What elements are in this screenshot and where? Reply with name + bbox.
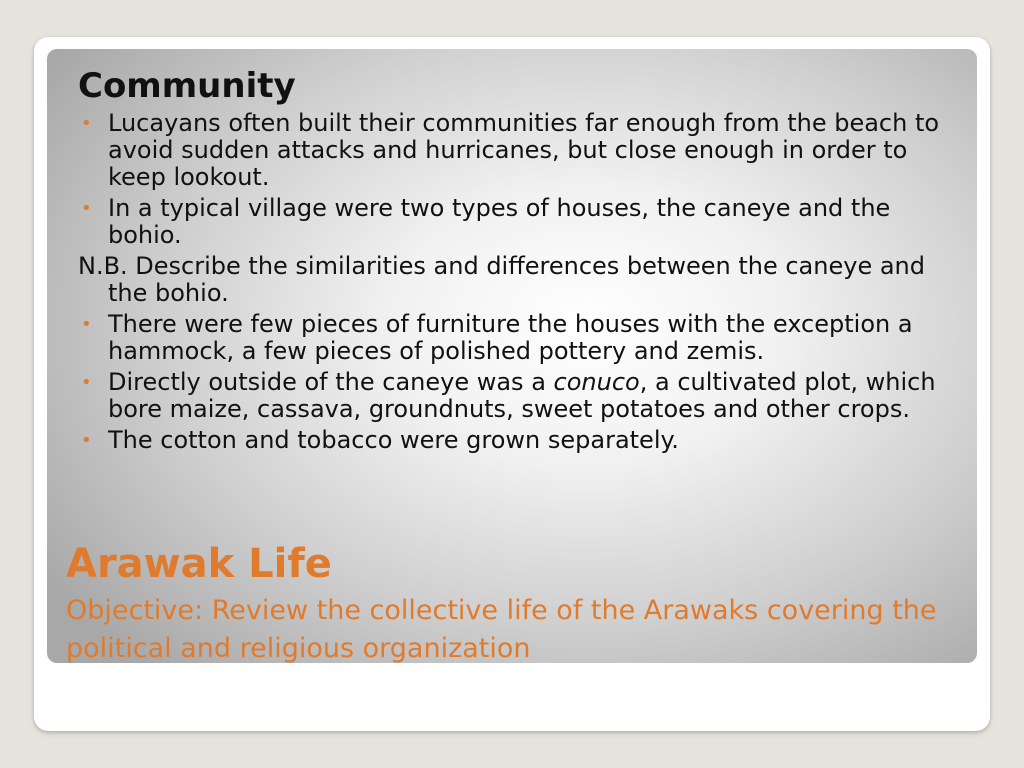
- body-text-list: [78, 110, 968, 458]
- bullet-icon: •: [81, 314, 92, 335]
- list-item-text-part: , a cultivated plot, which bore maize, cassava, groundnuts, sweet potatoes and other crops.: [108, 368, 936, 423]
- slide-subtitle: Objective: Review the collective life of the Arawaks covering the political and religious organization: [66, 595, 937, 664]
- list-item: [78, 195, 968, 249]
- section-heading: Community: [78, 66, 296, 106]
- bullet-icon: •: [81, 113, 92, 134]
- italic-term: conuco: [553, 368, 640, 396]
- note-text: N.B. Describe the similarities and differences between the caneye and the bohio.: [78, 252, 925, 307]
- list-item-text-part: Directly outside of the caneye was a: [108, 368, 554, 396]
- note-paragraph: [78, 253, 968, 307]
- list-item: [78, 369, 968, 423]
- bullet-icon: •: [81, 430, 92, 451]
- bullet-icon: •: [81, 198, 92, 219]
- list-item: [78, 427, 968, 454]
- list-item-text: The cotton and tobacco were grown separately.: [108, 426, 679, 454]
- list-item: [78, 110, 968, 191]
- slide-title: Arawak Life: [66, 541, 332, 587]
- bullet-icon: •: [81, 372, 92, 393]
- list-item-text: In a typical village were two types of houses, the caneye and the bohio.: [108, 194, 891, 249]
- list-item: [78, 311, 968, 365]
- list-item-text: There were few pieces of furniture the houses with the exception a hammock, a few pieces of polished pottery and zemis.: [108, 310, 913, 365]
- list-item-text: Lucayans often built their communities far enough from the beach to avoid sudden attacks and hurricanes, but close enough in order to keep lookout.: [108, 109, 940, 191]
